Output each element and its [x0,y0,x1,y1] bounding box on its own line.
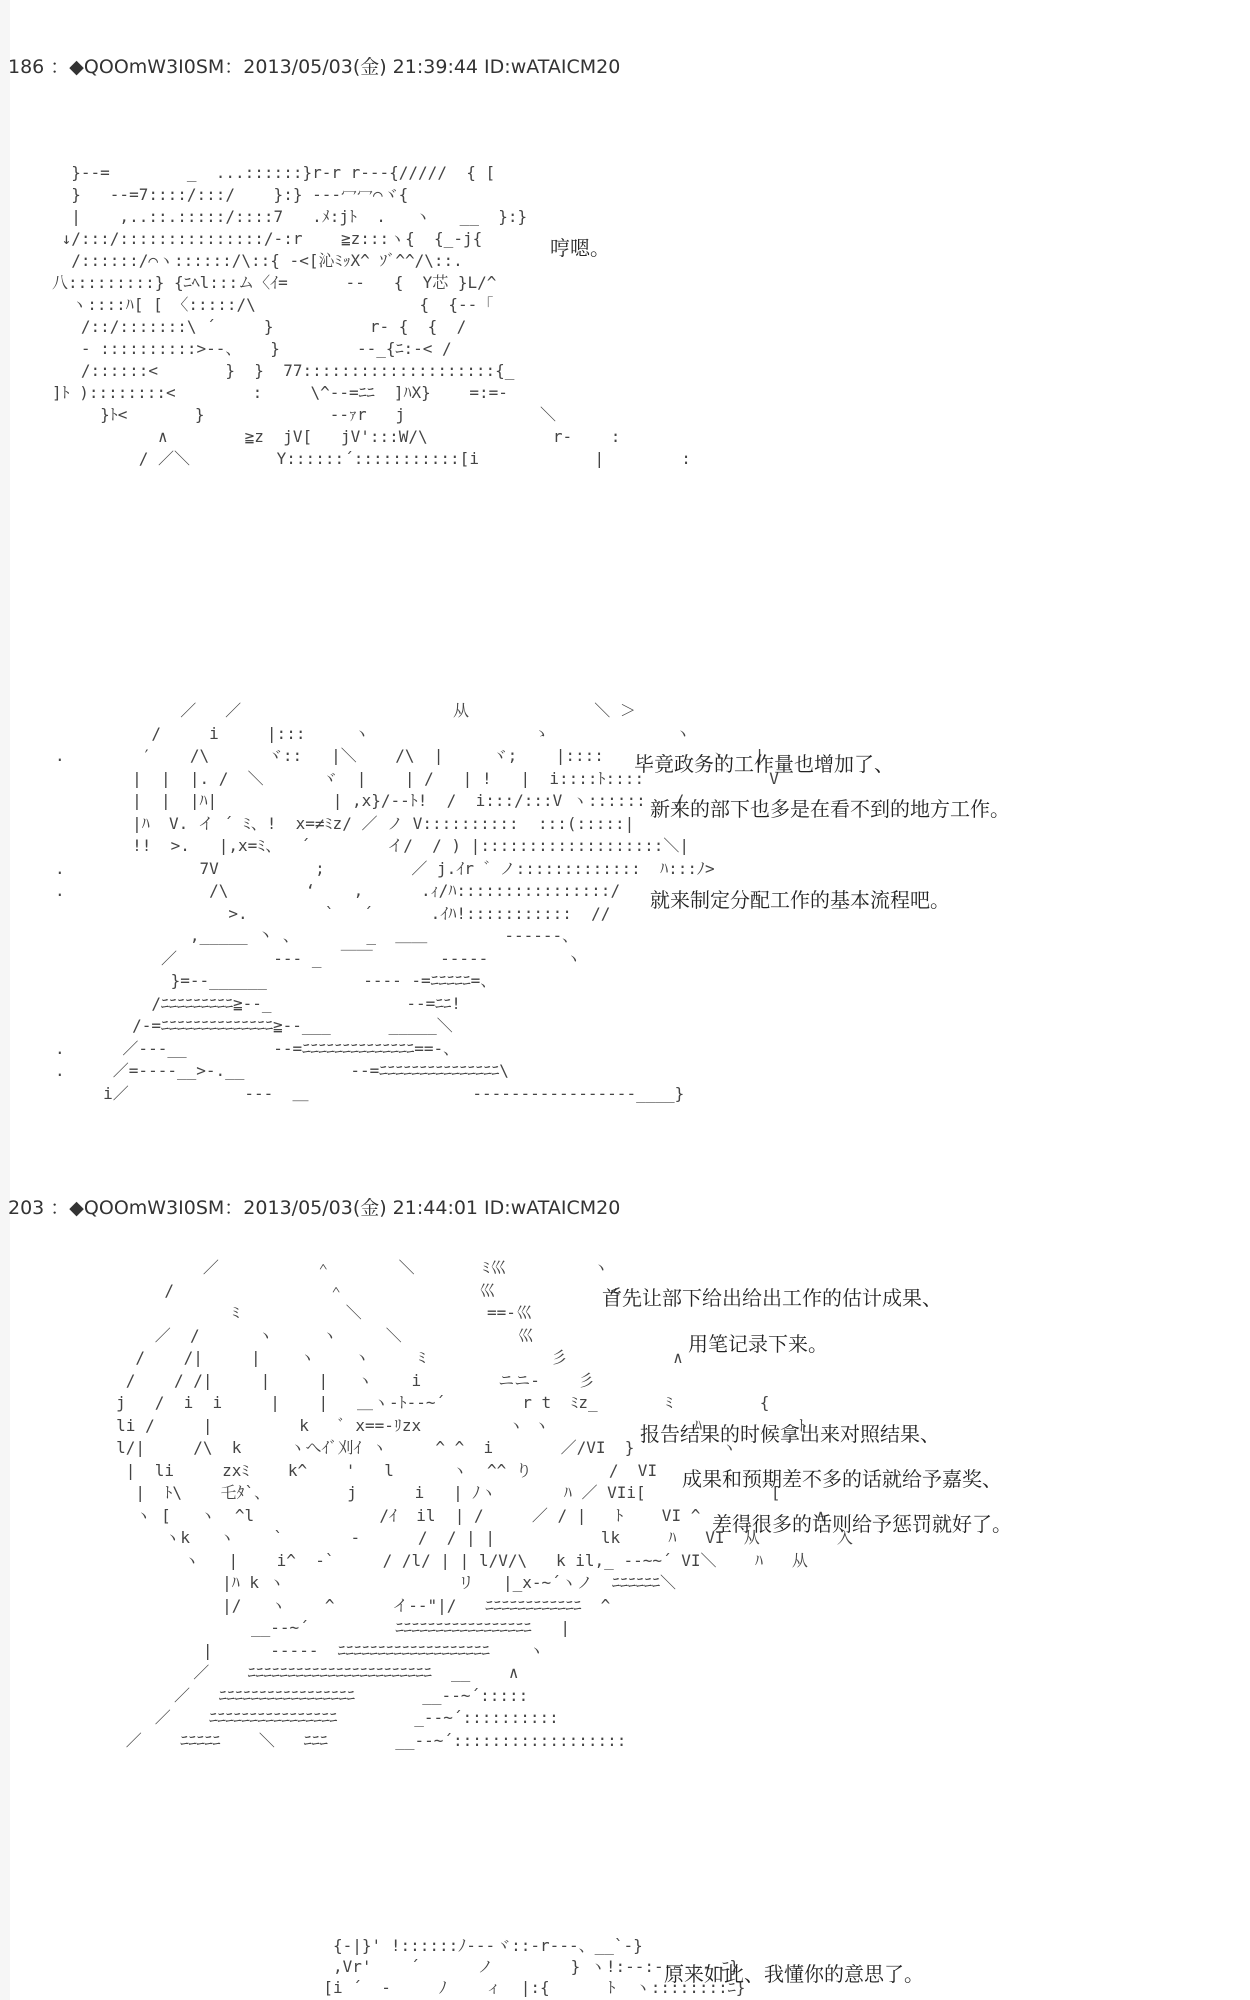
dialogue-line: 哼嗯。 [550,236,610,260]
ascii-art-character-1: }--= _ ...::::::}r‐r r‐‐‐{///// { [ } --=7::::/:::/ }:} ‐‐‐冖冖⌒ヾ{ | ,..::.:::::/::::7 .ﾒ:jﾄ . ヽ __ }:} ↓/:::/:::::::::::::::/‐:r ≧z:::ヽ{ {_-j{ /::::::/⌒ヽ::::::/\::{ ‐<[沁ﾐｯX^ ｿﾞ^^/\::. 八:::::::::} {ﾆﾍl:::ム〈ｲ= ‐‐ { Y芯 }L/^ ヽ::::ﾊ[ [ 〈:::::/\ { {‐‐「 /::/:::::::\ ´ } r‐ { { / ‐ ::::::::::>‐‐、 } ‐‐_{ﾆ:‐< / /::::::< } } 77::::::::::::::::::::{_ ]ﾄ )::::::::< : \^‐‐=ﾆﾆ ]ﾊX} =:=‐ }ﾄ< } ‐‐ｧr j ＼ ∧ ≧z jV[ jV':::W/\ r‐ : / ／＼ Y::::::´:::::::::::[i | : [52,163,691,468]
dialogue-line: 差得很多的话则给予惩罚就好了。 [712,1512,1012,1536]
ascii-art-character-3: ／ ＾ ＼ ﾐ巛 ヽ / ＾ 巛 < ﾐ ＼ ==‐巛 ／ / ヽ ヽ ＼ 巛 / /| | ヽ ヽ ﾐ 彡 ∧ / / /| | | ヽ i ニニ‐ 彡 j / i i | | ＿ヽ‐ﾄ‐‐~´ r t ﾐz_ ﾐ { li / | k ﾞ x==‐ﾘzx ヽ ヽ ﾊ ﾄ l/| /\ k ヽへｲﾞ刈ｲ ヽ ^ ^ i ／/VI } ヽ | li zxﾐ k^ ' l ヽ ^^ り / VI | ﾄ\ 乇ﾀ`、 j i | ﾉヽ ﾊ ／ VIi[ [ ヽ [ ヽ ^l /ｲ il | / ／ / | ﾄ VI ^ ∧ ヽk ヽ ` ‐ / / | | lk ﾊ VI 从 入 ヽ | i^ ‐` / /l/ | | l/V/\ k il,_ ‐‐~~´ VI＼ ﾊ 从 |ﾊ k ヽ リ |_x‐~´ヽノ ﾆﾆﾆﾆﾆﾆ＼ |/ ヽ ^ イ‐‐"|/ ﾆﾆﾆﾆﾆﾆﾆﾆﾆﾆﾆﾆ ^ __‐‐~´ ﾆﾆﾆﾆﾆﾆﾆﾆﾆﾆﾆﾆﾆﾆﾆﾆﾆ | | ‐‐‐‐‐ ﾆﾆﾆﾆﾆﾆﾆﾆﾆﾆﾆﾆﾆﾆﾆﾆﾆﾆﾆ ヽ ／ ﾆﾆﾆﾆﾆﾆﾆﾆﾆﾆﾆﾆﾆﾆﾆﾆﾆﾆﾆﾆﾆﾆﾆ __ ∧ ／ ﾆﾆﾆﾆﾆﾆﾆﾆﾆﾆﾆﾆﾆﾆﾆﾆﾆ __‐‐~´::::: ／ ﾆﾆﾆﾆﾆﾆﾆﾆﾆﾆﾆﾆﾆﾆﾆﾆ _‐‐~´:::::::::: ／ ﾆﾆﾆﾆﾆ ＼ ﾆﾆﾆ __‐‐~´:::::::::::::::::: [116,1258,853,1750]
ascii-art-character-4: {‐|}' !::::::ﾉ‐‐‐ヾ::‐r‐‐‐、__`‐} ,Vr' ´ ノ } ヽ!:‐‐:‐‐‐‐‐‐‐ﾆ} [i ´ ‐ ﾉ ィ |:{ ﾄ ヽ::::::::ﾆ} [323,1936,746,1997]
dialogue-line: 首先让部下给出给出工作的估计成果、 [602,1286,942,1310]
dialogue-line: 原来如此、我懂你的意思了。 [664,1962,924,1986]
dialogue-line: 新来的部下也多是在看不到的地方工作。 [650,797,1010,821]
page-left-edge [0,0,10,2000]
dialogue-line: 毕竟政务的工作量也增加了、 [634,752,894,776]
dialogue-line: 成果和预期差不多的话就给予嘉奖、 [682,1467,1002,1491]
dialogue-line: 就来制定分配工作的基本流程吧。 [650,888,950,912]
post-header-186: 186 ：◆QOOmW3I0SM：2013/05/03(金) 21:39:44 ID:wATAICM20 [8,56,621,78]
post-header-203: 203 ：◆QOOmW3I0SM：2013/05/03(金) 21:44:01 ID:wATAICM20 [8,1197,621,1219]
ascii-art-character-2: ／ ／ 从 ＼ ＞ / i |::: ヽ ゝ ヽ . ′ /\ ヾ:: |＼ /\ | ヾ; |:::: ヽ | | | |. / ＼ ヾ | | / | ! | i::::ﾄ:::: V | | |ﾊ| | ,x}/‐‐ﾄ! / i:::/:::V ヽ:::::: / |ﾊ V. イ ´ ﾐ、! x=≠ﾐz/ ／ ノ V:::::::::: :::(:::::| !! >. |,x=ﾐ、 ´ イ/ / ) |:::::::::::::::::::＼| . 7V ; ／ j.ｲr ゛ノ::::::::::::: ﾊ:::ﾉ> . /\ ‘ , .ｨ/ﾊ::::::::::::::::/ >. ` ´ .ｲﾊ!::::::::::: // ,_____ 丶 、 _ ＿＿ ‐‐‐‐‐‐、 ／ ‐‐‐ _ ￣￣ ‐‐‐‐‐ ヽ }=‐‐______ ‐‐‐‐ ‐=ﾆﾆﾆﾆﾆ=、 /ﾆﾆﾆﾆﾆﾆﾆﾆﾆ≧‐‐_ ‐‐=ﾆﾆ! /‐=ﾆﾆﾆﾆﾆﾆﾆﾆﾆﾆﾆﾆﾆﾆ≧‐‐___ _____＼ . ／‐‐‐__ ‐‐=ﾆﾆﾆﾆﾆﾆﾆﾆﾆﾆﾆﾆﾆﾆ==‐、 . ／=‐‐‐‐__>‐.__ ‐‐=ﾆﾆﾆﾆﾆﾆﾆﾆﾆﾆﾆﾆﾆﾆﾆ\ i／ ‐‐‐ ＿ ‐‐‐‐‐‐‐‐‐‐‐‐‐‐‐‐‐____} [55,701,779,1103]
dialogue-line: 用笔记录下来。 [688,1332,828,1356]
dialogue-line: 报告结果的时候拿出来对照结果、 [640,1422,940,1446]
